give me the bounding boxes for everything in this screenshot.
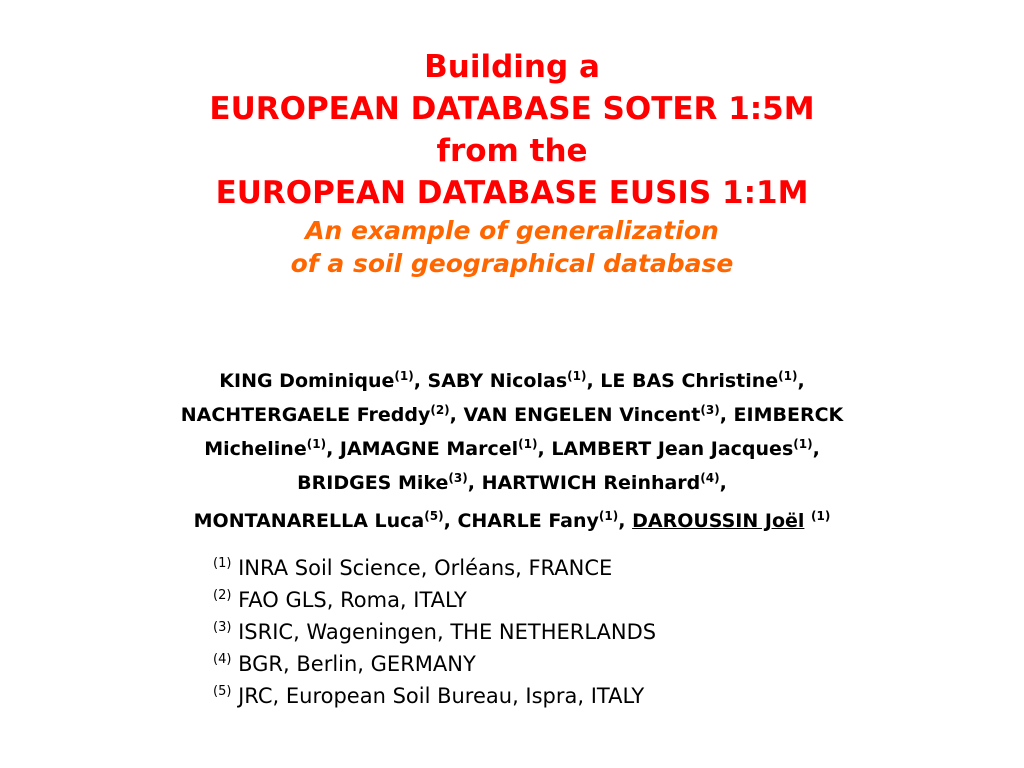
author-name: SABY Nicolas [427, 370, 568, 392]
author-ref: (5) [424, 509, 444, 523]
author-line [20, 504, 1004, 538]
affiliation-item [213, 584, 656, 616]
author-name: NACHTERGAELE Freddy [180, 404, 431, 426]
subtitle-line-1: An example of generalization [305, 216, 719, 245]
author-sep: , [812, 438, 820, 460]
author-name: Micheline [204, 438, 307, 460]
author-sep: , [719, 404, 734, 426]
affiliation-ref: (4) [213, 652, 232, 667]
corresponding-author-name: DAROUSSIN Joël [632, 510, 805, 532]
affiliation-item [213, 680, 656, 712]
affiliation-ref: (1) [213, 556, 232, 571]
title-block [0, 46, 1024, 280]
author-name: LE BAS Christine [600, 370, 779, 392]
affiliation-item [213, 616, 656, 648]
author-name: HARTWICH Reinhard [481, 472, 701, 494]
author-line [20, 364, 1004, 398]
author-name: LAMBERT Jean Jacques [551, 438, 794, 460]
author-ref: (1) [518, 437, 538, 451]
affiliations-list [213, 552, 656, 712]
author-ref: (3) [700, 403, 720, 417]
subtitle-line-2: of a soil geographical database [290, 249, 734, 278]
author-line [20, 466, 1004, 500]
author-name: VAN ENGELEN Vincent [463, 404, 701, 426]
affiliation-ref: (3) [213, 620, 232, 635]
affiliation-item [213, 552, 656, 584]
affiliation-text: FAO GLS, Roma, ITALY [238, 588, 467, 612]
author-ref: (1) [811, 509, 831, 523]
author-sep: , [797, 370, 805, 392]
title-line-2: EUROPEAN DATABASE SOTER 1:5M [209, 91, 815, 127]
title-line-1: Building a [424, 49, 600, 85]
title-line-3: from the [436, 133, 588, 169]
affiliation-ref: (5) [213, 684, 232, 699]
affiliation-text: ISRIC, Wageningen, THE NETHERLANDS [238, 620, 657, 644]
author-sep: , [413, 370, 428, 392]
author-sep: , [467, 472, 482, 494]
author-name: JAMAGNE Marcel [339, 438, 519, 460]
author-name: KING Dominique [219, 370, 395, 392]
author-ref: (1) [778, 369, 798, 383]
author-name: MONTANARELLA Luca [193, 510, 425, 532]
author-sep: , [326, 438, 340, 460]
author-ref: (2) [430, 403, 450, 417]
affiliation-item [213, 648, 656, 680]
author-sep: , [618, 510, 633, 532]
author-sep: , [449, 404, 464, 426]
author-ref: (1) [567, 369, 587, 383]
author-name: CHARLE Fany [457, 510, 599, 532]
author-line [20, 432, 1004, 466]
author-ref: (1) [394, 369, 414, 383]
author-sep: , [537, 438, 552, 460]
author-line [20, 398, 1004, 432]
author-name: EIMBERCK [733, 404, 844, 426]
affiliation-text: INRA Soil Science, Orléans, FRANCE [238, 556, 613, 580]
author-ref: (1) [793, 437, 813, 451]
title-line-4: EUROPEAN DATABASE EUSIS 1:1M [215, 175, 809, 211]
affiliation-ref: (2) [213, 588, 232, 603]
author-ref: (1) [306, 437, 327, 451]
author-sep: , [586, 370, 601, 392]
author-sep: , [719, 472, 727, 494]
authors-list [20, 364, 1004, 538]
author-name: BRIDGES Mike [297, 472, 449, 494]
author-ref: (4) [700, 471, 720, 485]
affiliation-text: BGR, Berlin, GERMANY [238, 652, 476, 676]
author-ref: (1) [598, 509, 619, 523]
affiliation-text: JRC, European Soil Bureau, Ispra, ITALY [238, 684, 645, 708]
author-sep: , [443, 510, 458, 532]
author-ref: (3) [448, 471, 468, 485]
